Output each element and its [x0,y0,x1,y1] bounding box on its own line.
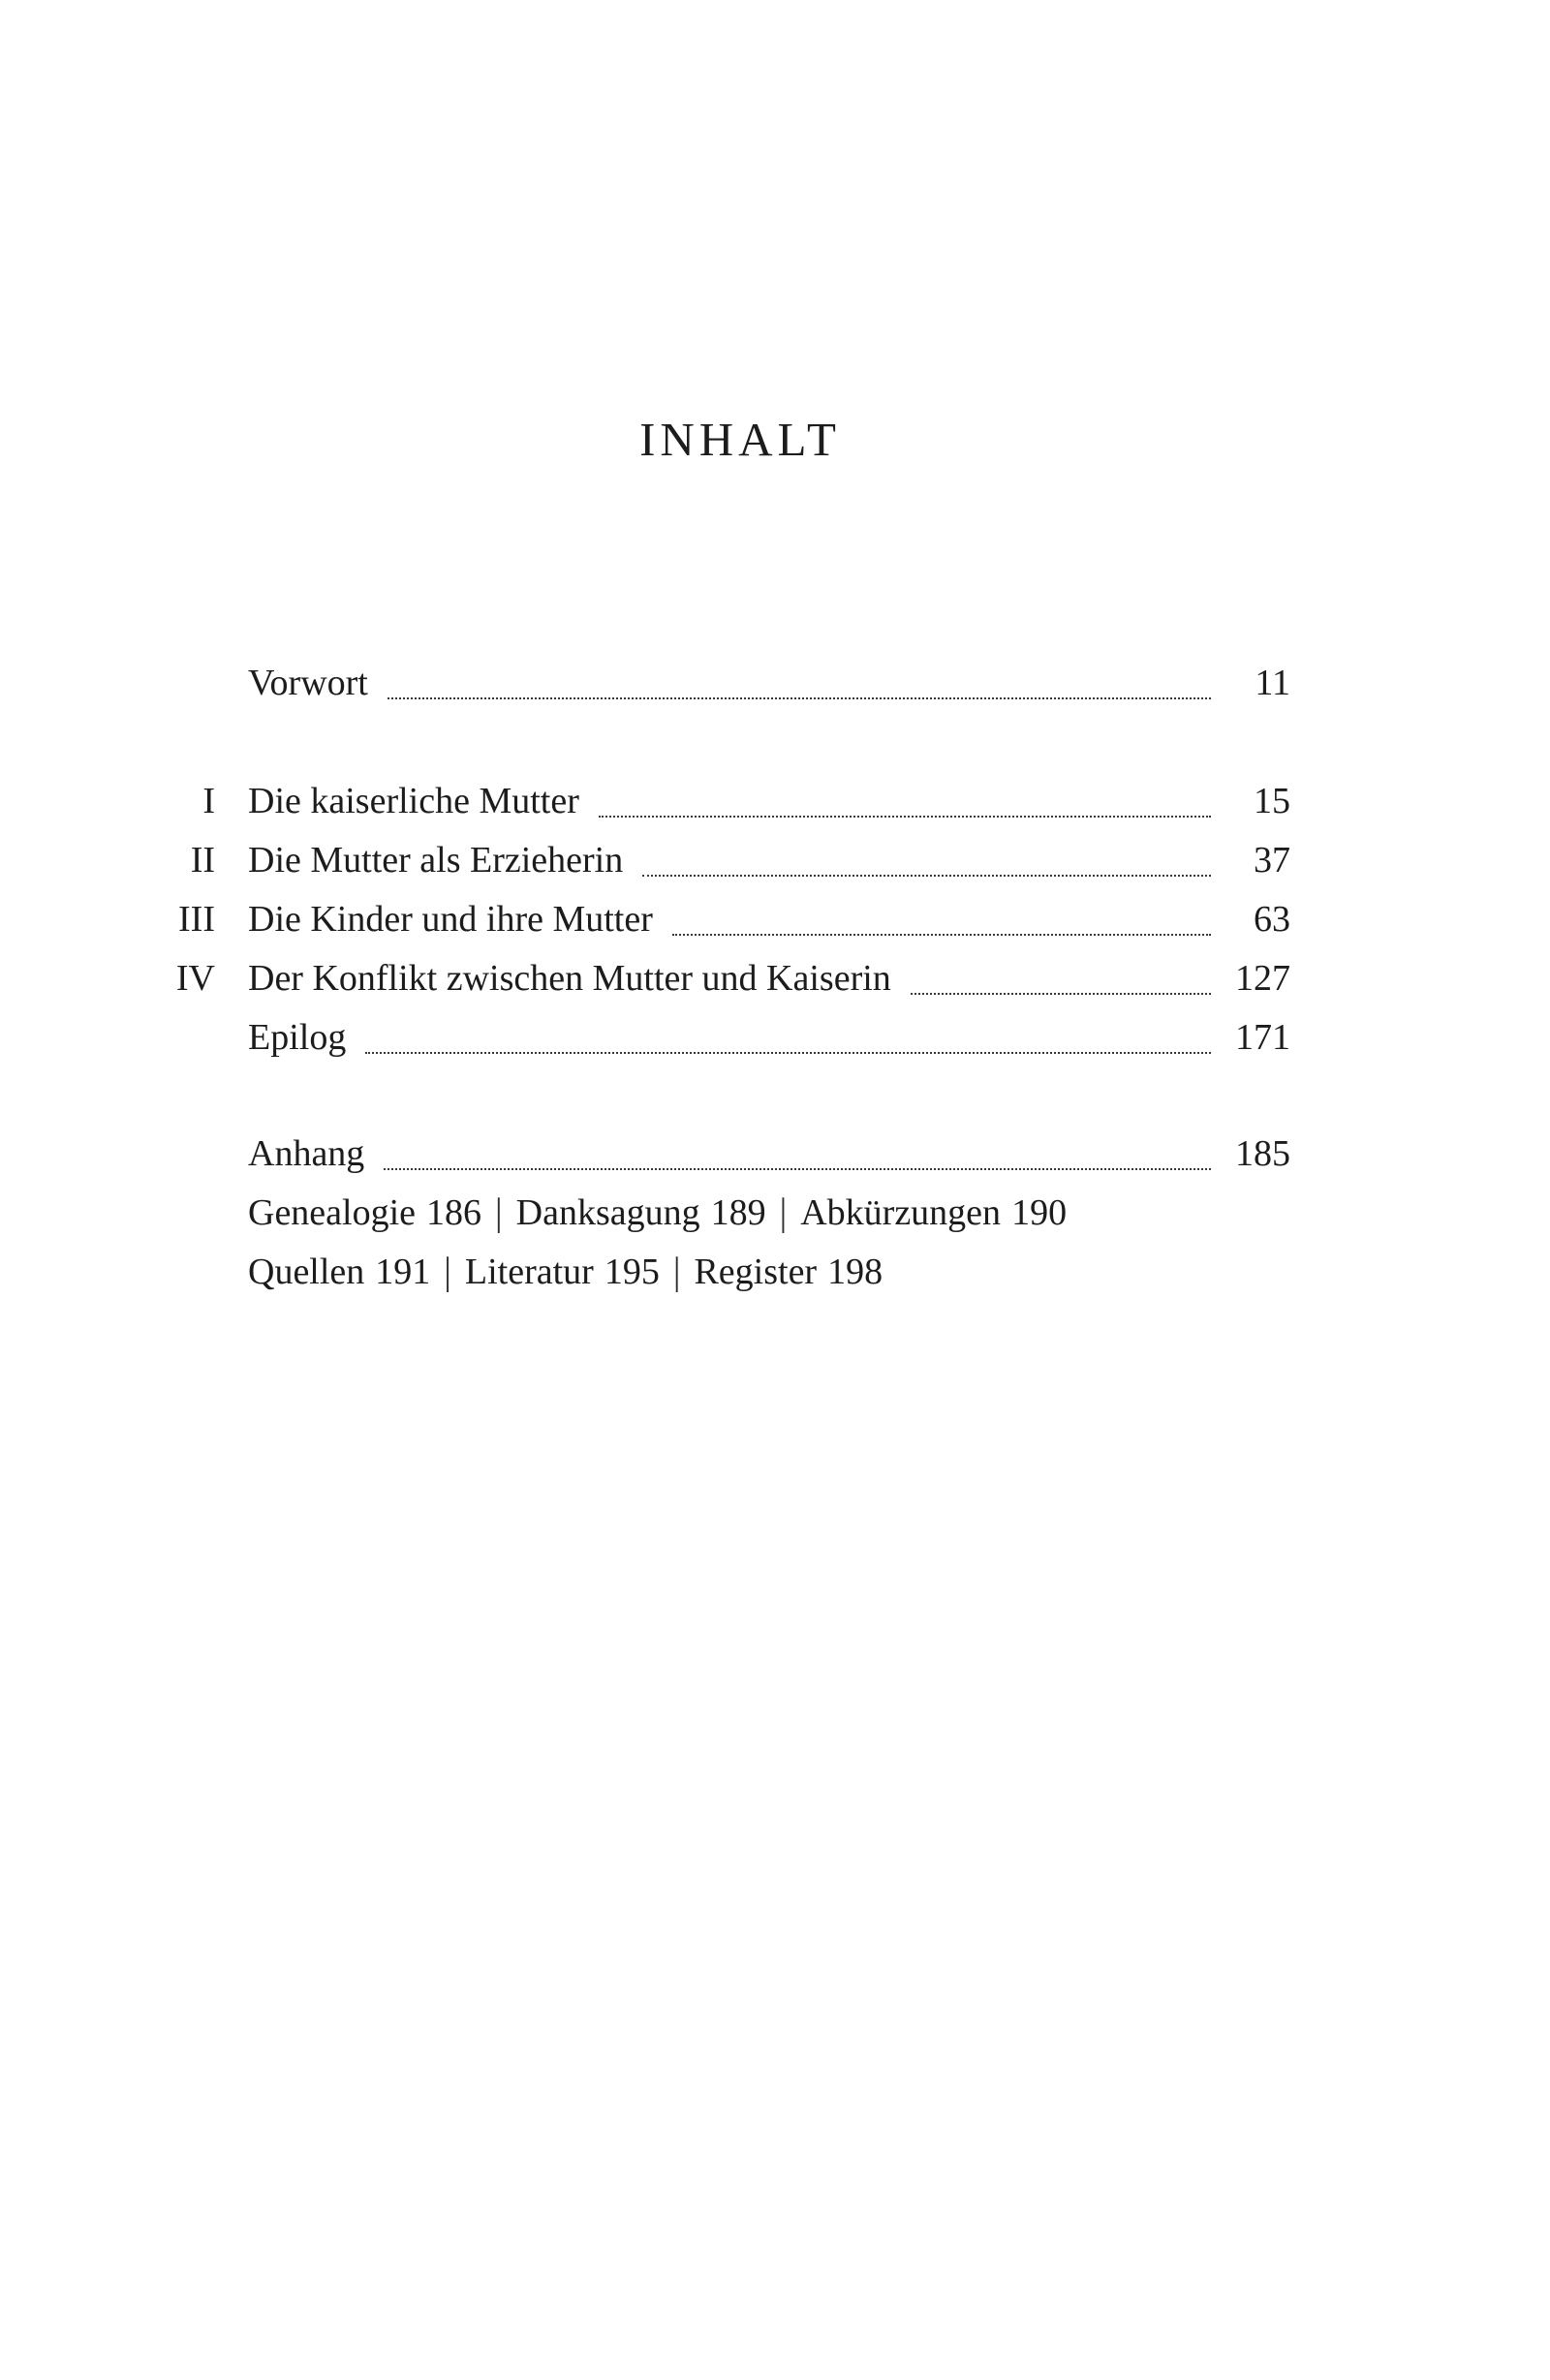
appendix-item-page: 186 [426,1192,482,1233]
chapter-numeral: I [202,781,215,821]
chapter-numeral: III [178,899,215,940]
dot-leader [388,697,1211,699]
appendix-item-page: 198 [827,1252,884,1292]
appendix-item-label: Register [694,1252,818,1292]
toc-row-vorwort [147,654,1290,713]
entry-label: Der Konflikt zwischen Mutter und Kaiserin [248,958,891,999]
page-number: 171 [1235,1017,1290,1058]
appendix-item-page: 195 [604,1252,660,1292]
entry-label: Anhang [248,1133,365,1174]
toc-row-anhang [147,1125,1290,1184]
page-number: 185 [1235,1133,1290,1174]
appendix-item-label: Literatur [464,1252,594,1292]
toc-row-chapter-4 [147,949,1290,1008]
dot-leader [642,875,1211,877]
dot-leader [599,816,1211,818]
page-number: 15 [1254,781,1290,821]
appendix-item-label: Quellen [248,1252,365,1292]
appendix-item-label: Danksagung [515,1192,700,1233]
appendix-line-2 [248,1243,1290,1302]
page-number: 11 [1255,663,1290,703]
separator-bar: | [495,1190,503,1235]
separator-bar: | [779,1190,788,1235]
toc-row-epilog [147,1008,1290,1067]
dot-leader [384,1168,1211,1170]
entry-label: Die Kinder und ihre Mutter [248,899,653,940]
page-title: INHALT [639,413,841,466]
chapter-numeral: II [190,840,215,881]
text-block [147,0,1290,1302]
toc-row-chapter-2 [147,831,1290,890]
chapter-numeral: IV [175,958,215,999]
appendix-item-page: 189 [710,1192,766,1233]
dot-leader [365,1052,1211,1054]
appendix-item-page: 190 [1011,1192,1068,1233]
entry-label: Vorwort [248,663,368,703]
entry-label: Die Mutter als Erzieherin [248,840,624,881]
appendix-line-1 [248,1184,1290,1243]
entry-label: Die kaiserliche Mutter [248,781,579,821]
table-of-contents [147,654,1290,1302]
page-number: 37 [1254,840,1290,881]
entry-label: Epilog [248,1017,347,1058]
dot-leader [672,934,1211,936]
separator-bar: | [672,1250,681,1294]
page-number: 63 [1254,899,1290,940]
toc-row-chapter-1 [147,772,1290,831]
appendix-item-label: Abkürzungen [800,1192,1002,1233]
dot-leader [911,993,1211,995]
toc-row-chapter-3 [147,890,1290,949]
page-number: 127 [1235,958,1290,999]
appendix-item-label: Genealogie [248,1192,417,1233]
appendix-item-page: 191 [375,1252,431,1292]
separator-bar: | [444,1250,451,1294]
